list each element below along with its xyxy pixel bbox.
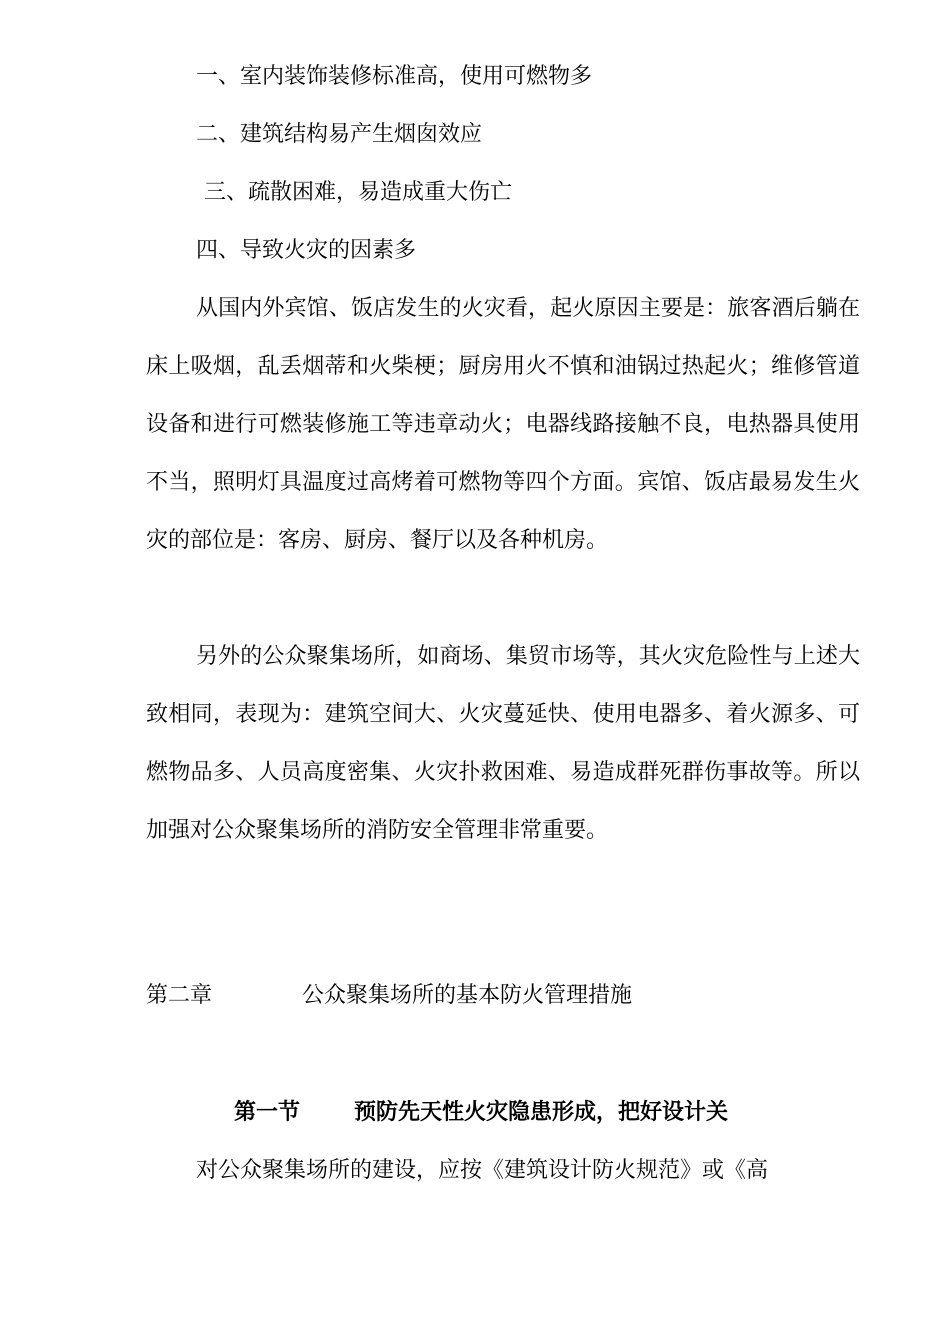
chapter-heading [146, 980, 632, 1012]
chapter-title: 公众聚集场所的基本防火管理措施 [302, 983, 633, 1008]
list-item-3: 三、疏散困难，易造成重大伤亡 [204, 180, 513, 205]
list-item-1: 一、室内装饰装修标准高，使用可燃物多 [196, 64, 593, 89]
list-item-4: 四、导致火灾的因素多 [196, 238, 417, 263]
section-title: 预防先天性火灾隐患形成，把好设计关 [354, 1099, 729, 1125]
list-item-2: 二、建筑结构易产生烟囱效应 [196, 122, 483, 147]
paragraph-public-venues: 另外的公众聚集场所，如商场、集贸市场等，其火灾危险性与上述大致相同，表现为：建筑空间大、火灾蔓延快、使用电器多、着火源多、可燃物品多、人员高度密集、火灾扑救困难、易造成群死群伤事故等。所以加强对公众聚集场所的消防安全管理非常重要。 [146, 644, 860, 843]
chapter-number: 第二章 [146, 983, 213, 1008]
section-number: 第一节 [234, 1099, 301, 1125]
section-heading [234, 1096, 728, 1128]
paragraph-hotel-fire-causes: 从国内外宾馆、饭店发生的火灾看，起火原因主要是：旅客酒后躺在床上吸烟，乱丢烟蒂和火柴梗；厨房用火不慎和油锅过热起火；维修管道设备和进行可燃装修施工等违章动火；电器线路接触不良，电热器具使用不当，照明灯具温度过高烤着可燃物等四个方面。宾馆、饭店最易发生火灾的部位是：客房、厨房、餐厅以及各种机房。 [146, 296, 860, 553]
paragraph-design-standards: 对公众聚集场所的建设，应按《建筑设计防火规范》或《高 [196, 1158, 769, 1183]
